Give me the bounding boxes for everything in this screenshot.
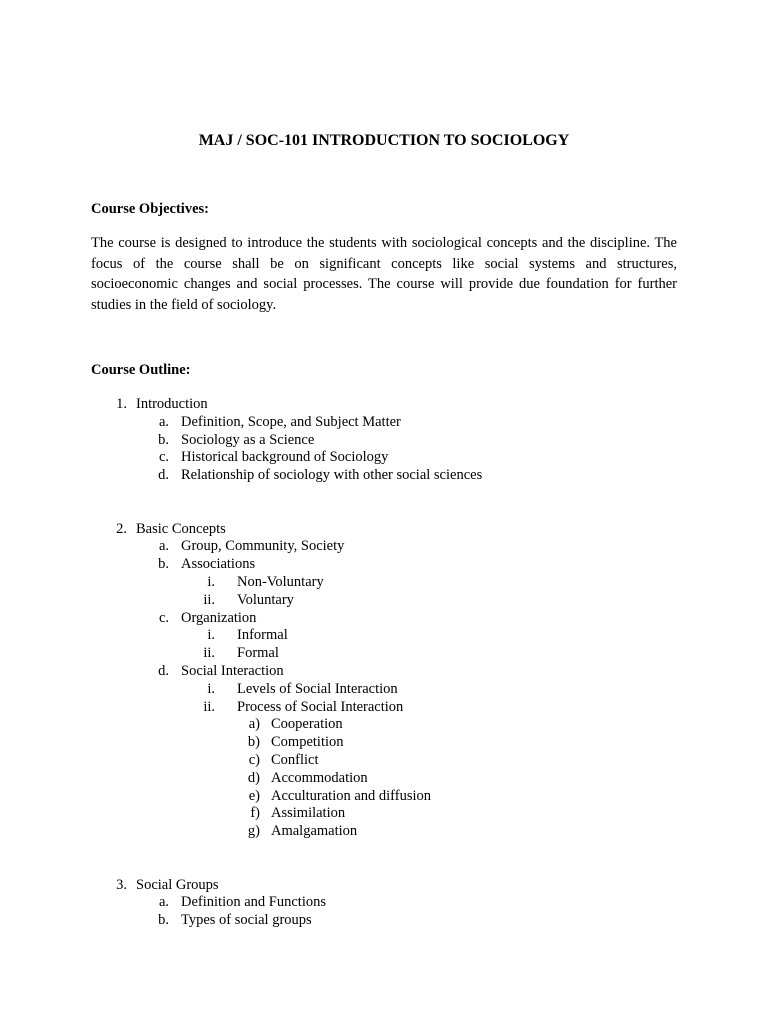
list-marker: b.: [158, 912, 169, 929]
outline-item-level-2: [0, 894, 768, 912]
list-item-label: Accommodation: [271, 769, 368, 786]
list-marker: a.: [158, 894, 169, 911]
outline-item-level-2: [0, 610, 768, 628]
list-marker: g): [247, 823, 260, 840]
outline-item-level-2: [0, 538, 768, 556]
list-marker: i.: [207, 573, 215, 590]
outline-item-level-2: [0, 449, 768, 467]
section-spacer: [0, 485, 768, 521]
list-item-label: Informal: [237, 627, 288, 644]
outline-item-level-3: [0, 592, 768, 610]
outline-item-level-3: [0, 699, 768, 717]
list-marker: 3.: [116, 876, 127, 893]
objectives-heading: Course Objectives:: [91, 201, 209, 217]
list-item-label: Acculturation and diffusion: [271, 787, 432, 804]
list-marker: b.: [158, 556, 169, 573]
outline-item-level-4: [0, 770, 768, 788]
outline-item-level-4: [0, 734, 768, 752]
list-marker: a.: [158, 538, 169, 555]
list-marker: c): [248, 751, 260, 768]
list-item-label: Formal: [237, 645, 279, 662]
list-marker: 2.: [116, 520, 127, 537]
list-item-label: Social Groups: [136, 876, 219, 893]
outline-item-level-3: [0, 574, 768, 592]
list-item-label: Competition: [271, 734, 344, 751]
outline-item-level-4: [0, 752, 768, 770]
list-marker: a.: [158, 413, 169, 430]
list-item-label: Sociology as a Science: [181, 431, 315, 448]
list-item-label: Basic Concepts: [136, 520, 226, 537]
list-item-label: Group, Community, Society: [181, 538, 345, 555]
outline-item-level-2: [0, 467, 768, 485]
list-marker: b.: [158, 431, 169, 448]
outline-item-level-2: [0, 912, 768, 930]
list-marker: 1.: [116, 396, 127, 412]
outline-item-level-3: [0, 681, 768, 699]
list-marker: d): [247, 769, 260, 786]
list-item-label: Cooperation: [271, 716, 343, 733]
page-title: MAJ / SOC-101 INTRODUCTION TO SOCIOLOGY: [198, 132, 570, 149]
list-marker: a): [248, 716, 260, 733]
list-item-label: Conflict: [271, 751, 319, 768]
outline-item-level-4: [0, 788, 768, 806]
list-marker: e): [248, 787, 260, 804]
outline-item-level-4: [0, 805, 768, 823]
list-item-label: Historical background of Sociology: [181, 449, 389, 466]
outline-heading: Course Outline:: [91, 362, 191, 378]
list-item-label: Process of Social Interaction: [237, 698, 404, 715]
list-marker: i.: [207, 680, 215, 697]
outline-item-level-4: [0, 716, 768, 734]
outline-item-level-2: [0, 414, 768, 432]
list-marker: ii.: [203, 645, 215, 662]
outline-item-level-1: [0, 396, 768, 414]
list-item-label: Relationship of sociology with other social sciences: [181, 467, 483, 484]
list-marker: b): [247, 734, 260, 751]
list-marker: f): [250, 805, 260, 822]
outline-item-level-2: [0, 663, 768, 681]
outline-section: [0, 877, 768, 930]
outline-item-level-1: [0, 877, 768, 895]
list-marker: c.: [158, 609, 169, 626]
section-spacer: [0, 841, 768, 877]
list-item-label: Types of social groups: [181, 912, 312, 929]
list-marker: d.: [158, 467, 169, 484]
list-item-label: Associations: [181, 556, 256, 573]
objectives-paragraph: The course is designed to introduce the students with sociological concepts and the discipline. The focus of the course shall be on significant concepts like social systems and structures, socioeconomic changes and social processes. The course will provide due foundation for further studies in the field of sociology.: [91, 235, 677, 314]
list-item-label: Social Interaction: [181, 662, 284, 679]
list-item-label: Definition, Scope, and Subject Matter: [181, 413, 401, 430]
list-marker: c.: [158, 449, 169, 466]
list-item-label: Levels of Social Interaction: [237, 680, 398, 697]
outline-section: [0, 521, 768, 841]
list-item-label: Non-Voluntary: [237, 573, 324, 590]
list-item-label: Voluntary: [237, 591, 294, 608]
outline-item-level-4: [0, 823, 768, 841]
list-item-label: Amalgamation: [271, 823, 358, 840]
list-item-label: Organization: [181, 609, 257, 626]
outline-item-level-3: [0, 627, 768, 645]
list-item-label: Definition and Functions: [181, 894, 326, 911]
outline-item-level-2: [0, 432, 768, 450]
outline-item-level-2: [0, 556, 768, 574]
list-marker: i.: [207, 627, 215, 644]
list-item-label: Assimilation: [271, 805, 346, 822]
outline-item-level-3: [0, 645, 768, 663]
outline-item-level-1: [0, 521, 768, 539]
list-item-label: Introduction: [136, 396, 208, 412]
course-outline: [0, 396, 768, 930]
list-marker: ii.: [203, 591, 215, 608]
list-marker: ii.: [203, 698, 215, 715]
list-marker: d.: [158, 662, 169, 679]
outline-section: [0, 396, 768, 485]
